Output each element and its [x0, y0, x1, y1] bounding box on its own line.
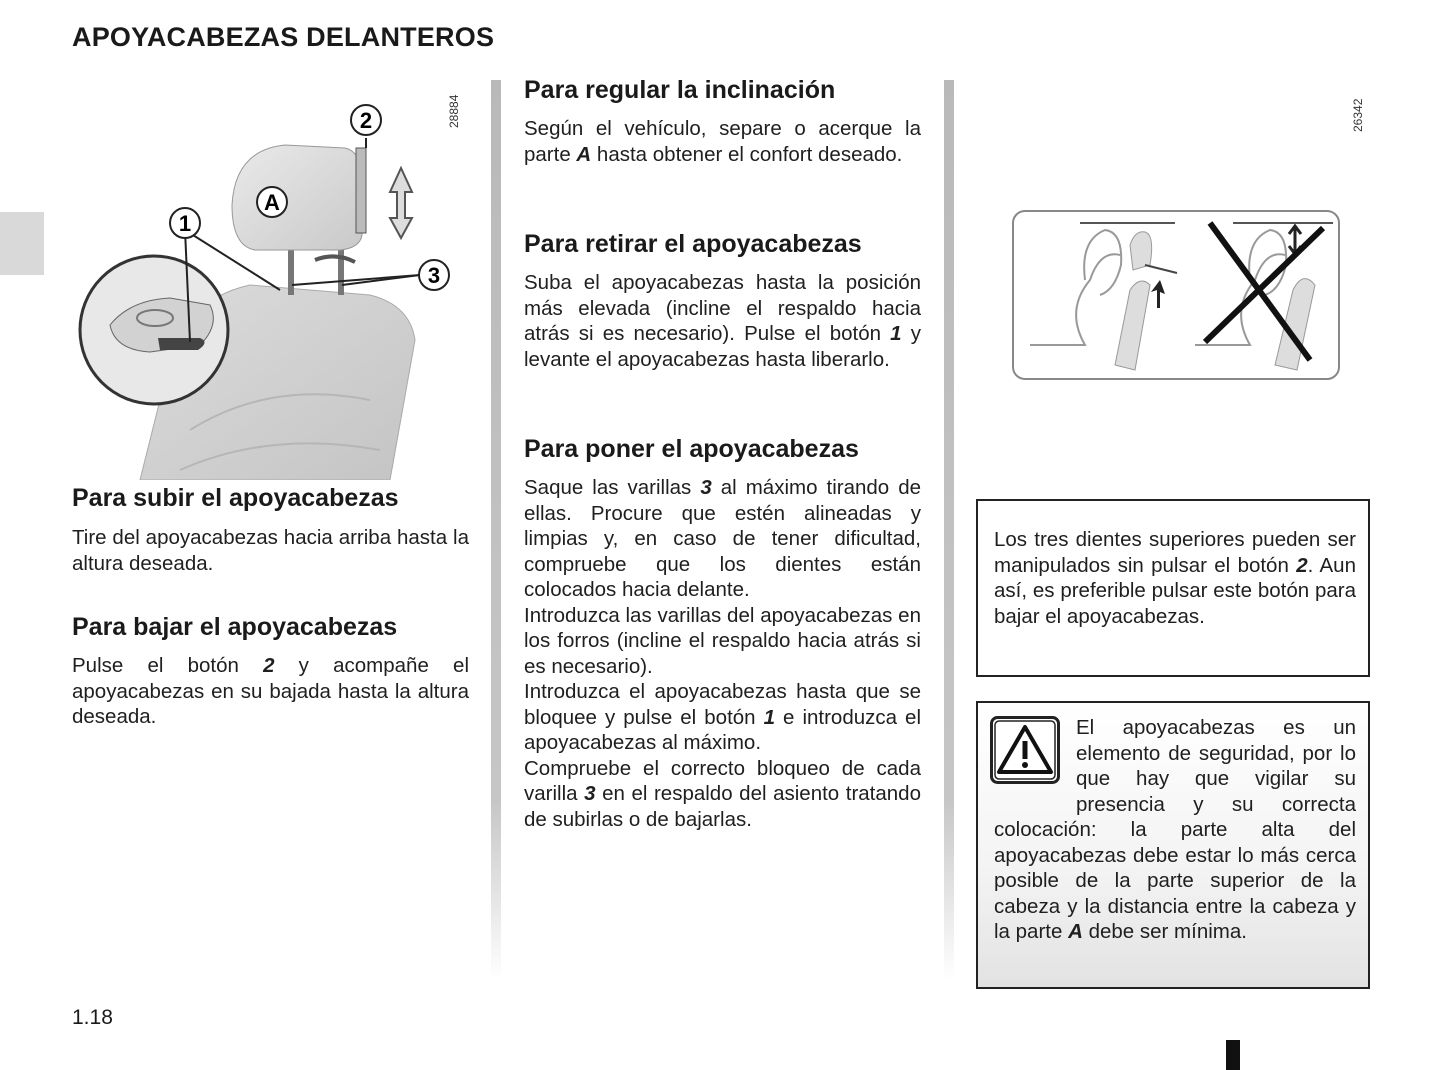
callout-3-label: 3 — [427, 263, 441, 288]
column-divider — [944, 80, 954, 980]
note-text: Los tres dientes superiores pueden ser manipulados sin pulsar el botón 2. Aun así, es preferible pulsar este botón para bajar el apoyacabezas. — [994, 528, 1356, 628]
install-step-1: Saque las varillas 3 al máximo tirando de ellas. Procure que estén alineadas y limpias y, en caso de tener dificultad, compruebe que los dientes están colocados hacia delante. — [524, 476, 921, 601]
text-tilt: Según el vehículo, separe o acerque la parte A hasta obtener el confort deseado. — [524, 117, 921, 166]
page-number: 1.18 — [72, 1006, 113, 1029]
heading-tilt: Para regular la inclinación — [524, 76, 836, 104]
text-lower: Pulse el botón 2 y acompañe el apoyacabezas en su bajada hasta la altura deseada. — [72, 654, 469, 728]
text-raise: Tire del apoyacabezas hacia arriba hasta la altura deseada. — [72, 526, 469, 575]
section-tab — [0, 212, 44, 275]
page-title: APOYACABEZAS DELANTEROS — [72, 22, 495, 52]
install-step-3: Introduzca el apoyacabezas hasta que se bloquee y pulse el botón 1 e introduzca el apoyacabezas al máximo. — [524, 680, 922, 754]
figure-code: 28884 — [447, 94, 461, 128]
heading-raise: Para subir el apoyacabezas — [72, 484, 399, 512]
text-remove: Suba el apoyacabezas hasta la posición más elevada (incline el respaldo hacia atrás si es necesario). Pulse el botón 1 y levante el apoyacabezas hasta liberarlo. — [524, 271, 921, 371]
callout-2-label: 2 — [359, 108, 373, 133]
warning-triangle-icon — [990, 716, 1060, 784]
note-box — [976, 499, 1370, 677]
callout-a-label: A — [264, 190, 280, 215]
heading-lower: Para bajar el apoyacabezas — [72, 613, 398, 641]
position-figure — [1005, 80, 1380, 390]
warning-text: El apoyacabezas es un elemento de seguridad, por lo que hay que vigilar su presencia y su correcta colocación: la parte alta del apoyacabezas debe estar lo más cerca posible de la parte superior de la cabeza y la distancia entre la cabeza y la parte A debe ser mínima. — [994, 716, 1356, 943]
headrest-illustration — [70, 80, 475, 480]
figure-code: 26342 — [1351, 98, 1365, 132]
heading-install: Para poner el apoyacabezas — [524, 435, 859, 463]
install-step-2: Introduzca las varillas del apoyacabezas en los forros (incline el respaldo hacia atrás si es necesario). — [524, 603, 921, 678]
heading-remove: Para retirar el apoyacabezas — [524, 230, 862, 258]
head-position-illustration — [1005, 80, 1380, 390]
page-edge-marker — [1226, 1040, 1240, 1070]
warning-box — [976, 701, 1370, 989]
text-install — [524, 475, 921, 832]
install-step-4: Compruebe el correcto bloqueo de cada varilla 3 en el respaldo del asiento tratando de subirlas o de bajarlas. — [524, 756, 921, 831]
callout-1-label: 1 — [178, 211, 192, 236]
column-divider — [491, 80, 501, 980]
headrest-figure — [70, 80, 475, 480]
